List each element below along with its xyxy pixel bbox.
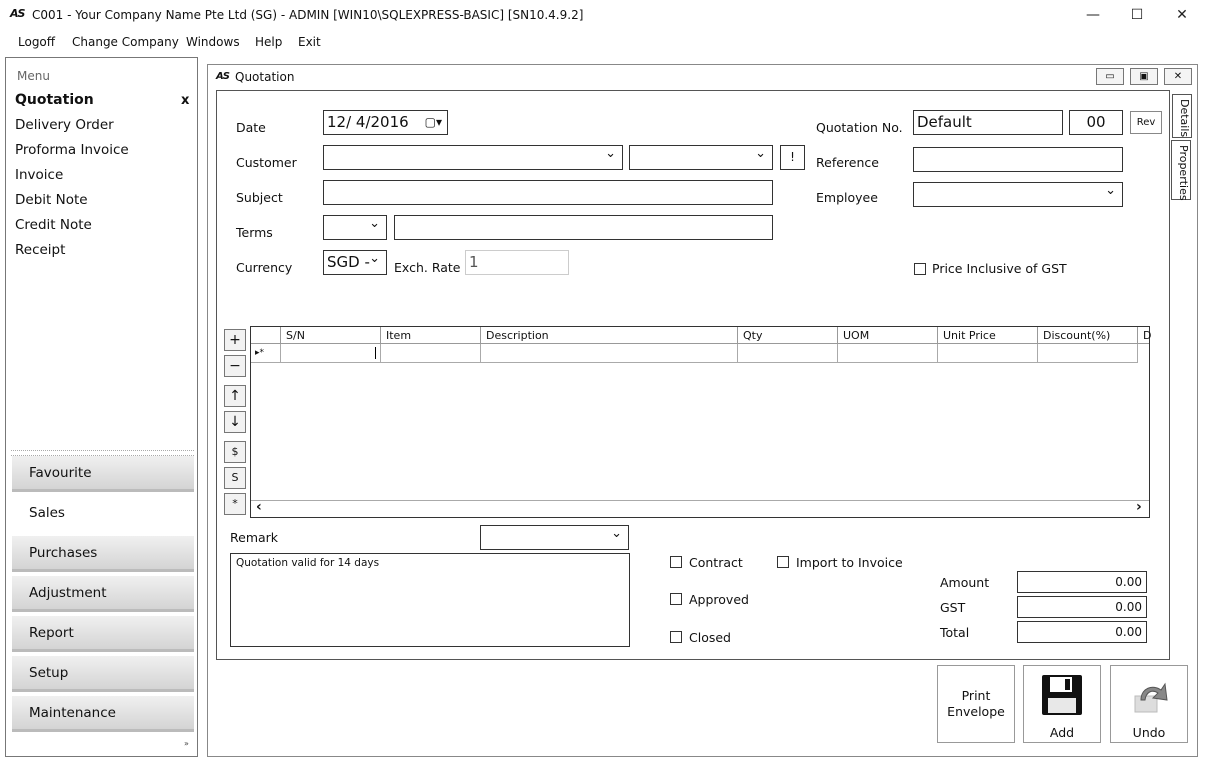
nav-item-invoice[interactable]: Invoice: [15, 167, 64, 183]
scroll-left-icon[interactable]: ‹: [256, 499, 262, 515]
amount-label: Amount: [940, 575, 990, 590]
panel-expand-icon[interactable]: »: [184, 739, 189, 748]
quotation-no-label: Quotation No.: [816, 120, 903, 135]
cell-qty[interactable]: [738, 344, 838, 363]
column-sn[interactable]: S/N: [281, 327, 381, 344]
cell-unit-price[interactable]: [938, 344, 1038, 363]
special-row-button[interactable]: *: [224, 493, 246, 515]
undo-label: Undo: [1132, 725, 1166, 740]
items-grid[interactable]: [250, 326, 1150, 518]
remark-label: Remark: [230, 530, 279, 545]
add-label: Add: [1049, 725, 1075, 740]
approved-label: Approved: [689, 592, 749, 607]
child-close-button[interactable]: ✕: [1164, 68, 1192, 85]
nav-item-receipt[interactable]: Receipt: [15, 242, 66, 258]
total-value: 0.00: [1017, 621, 1147, 643]
cell-description[interactable]: [481, 344, 738, 363]
cell-discount[interactable]: [1038, 344, 1138, 363]
customer-lookup-button[interactable]: !: [780, 145, 805, 170]
print-envelope-label-1: Print: [961, 688, 991, 703]
add-row-button[interactable]: +: [224, 329, 246, 351]
menu-exit[interactable]: Exit: [298, 35, 321, 49]
subject-label: Subject: [236, 190, 283, 205]
subject-input[interactable]: [323, 180, 773, 205]
employee-combo[interactable]: [913, 182, 1123, 207]
child-logo-icon: AS: [216, 71, 229, 82]
scroll-right-icon[interactable]: ›: [1136, 499, 1142, 515]
print-envelope-label-2: Envelope: [947, 704, 1005, 719]
app-logo-icon: AS: [10, 7, 25, 20]
remark-combo[interactable]: [480, 525, 629, 550]
rev-button[interactable]: Rev: [1130, 111, 1162, 134]
column-description[interactable]: Description: [481, 327, 738, 344]
terms-input[interactable]: [394, 215, 773, 240]
new-row-marker: ▸*: [251, 344, 281, 363]
undo-arrow-icon: [1131, 676, 1171, 716]
customer-name-combo[interactable]: [629, 145, 773, 170]
tab-properties[interactable]: Properties: [1171, 140, 1191, 200]
group-favourite[interactable]: Favourite: [12, 456, 194, 492]
column-qty[interactable]: Qty: [738, 327, 838, 344]
column-discount[interactable]: Discount(%): [1038, 327, 1138, 344]
move-up-button[interactable]: ↑: [224, 385, 246, 407]
group-setup[interactable]: Setup: [12, 656, 194, 692]
price-button[interactable]: $: [224, 441, 246, 463]
currency-value: SGD -: [327, 253, 370, 271]
text-cursor: [375, 347, 376, 359]
column-item[interactable]: Item: [381, 327, 481, 344]
reference-label: Reference: [816, 155, 879, 170]
column-d[interactable]: D: [1138, 327, 1149, 344]
remark-textarea[interactable]: Quotation valid for 14 days: [230, 553, 630, 647]
customer-label: Customer: [236, 155, 297, 170]
maximize-button[interactable]: ☐: [1130, 7, 1144, 23]
gst-value: 0.00: [1017, 596, 1147, 618]
child-window-title: Quotation: [235, 70, 295, 84]
menu-windows[interactable]: Windows: [186, 35, 240, 49]
contract-checkbox[interactable]: [670, 556, 682, 568]
close-button[interactable]: ✕: [1176, 7, 1188, 23]
employee-label: Employee: [816, 190, 878, 205]
currency-label: Currency: [236, 260, 293, 275]
closed-checkbox[interactable]: [670, 631, 682, 643]
customer-combo[interactable]: [323, 145, 623, 170]
save-disk-icon: [1041, 674, 1083, 716]
remove-row-button[interactable]: −: [224, 355, 246, 377]
contract-label: Contract: [689, 555, 743, 570]
subtotal-button[interactable]: S: [224, 467, 246, 489]
exch-rate-input[interactable]: 1: [465, 250, 569, 275]
move-down-button[interactable]: ↓: [224, 411, 246, 433]
nav-item-quotation[interactable]: Quotation: [15, 92, 94, 108]
date-label: Date: [236, 120, 266, 135]
nav-item-credit-note[interactable]: Credit Note: [15, 217, 92, 233]
amount-value: 0.00: [1017, 571, 1147, 593]
grid-row-header: [251, 327, 281, 344]
price-inclusive-gst-checkbox[interactable]: [914, 263, 926, 275]
approved-checkbox[interactable]: [670, 593, 682, 605]
print-envelope-button[interactable]: [937, 665, 1015, 743]
date-value: 12/ 4/2016: [327, 113, 409, 131]
undo-button[interactable]: [1110, 665, 1188, 743]
reference-input[interactable]: [913, 147, 1123, 172]
add-button[interactable]: [1023, 665, 1101, 743]
gst-label: GST: [940, 600, 966, 615]
cell-sn[interactable]: [281, 344, 381, 363]
nav-item-delivery-order[interactable]: Delivery Order: [15, 117, 114, 133]
menu-change-company[interactable]: Change Company: [72, 35, 179, 49]
nav-close-icon[interactable]: x: [181, 93, 190, 108]
date-picker[interactable]: [323, 110, 448, 135]
group-maintenance[interactable]: Maintenance: [12, 696, 194, 732]
nav-item-proforma-invoice[interactable]: Proforma Invoice: [15, 142, 129, 158]
group-adjustment[interactable]: Adjustment: [12, 576, 194, 612]
nav-item-debit-note[interactable]: Debit Note: [15, 192, 88, 208]
total-label: Total: [940, 625, 970, 640]
closed-label: Closed: [689, 630, 731, 645]
calendar-dropdown-icon[interactable]: ▢▾: [424, 115, 442, 129]
group-purchases[interactable]: Purchases: [12, 536, 194, 572]
child-minimize-button[interactable]: ▭: [1096, 68, 1124, 85]
column-uom[interactable]: UOM: [838, 327, 938, 344]
menu-caption: Menu: [17, 69, 50, 83]
menu-logoff[interactable]: Logoff: [18, 35, 56, 49]
minimize-button[interactable]: —: [1086, 7, 1100, 23]
window-title: C001 - Your Company Name Pte Ltd (SG) - ADMIN [WIN10\SQLEXPRESS-BASIC] [SN10.4.9.2]: [32, 8, 584, 22]
group-report[interactable]: Report: [12, 616, 194, 652]
terms-label: Terms: [236, 225, 273, 240]
quotation-no-input[interactable]: Default: [913, 110, 1063, 135]
cell-item[interactable]: [381, 344, 481, 363]
import-to-invoice-label: Import to Invoice: [796, 555, 903, 570]
cell-uom[interactable]: [838, 344, 938, 363]
revision-no-input[interactable]: 00: [1069, 110, 1123, 135]
title-bar: [0, 0, 1206, 30]
navigation-panel: [5, 57, 198, 757]
terms-combo[interactable]: [323, 215, 387, 240]
import-to-invoice-checkbox[interactable]: [777, 556, 789, 568]
tab-details[interactable]: Details: [1172, 94, 1192, 138]
quotation-window: [207, 64, 1198, 757]
child-restore-button[interactable]: ▣: [1130, 68, 1158, 85]
menu-bar: [0, 30, 1206, 54]
price-inclusive-gst-label: Price Inclusive of GST: [932, 261, 1067, 276]
currency-combo[interactable]: [323, 250, 387, 275]
horizontal-scrollbar[interactable]: [251, 500, 1149, 517]
group-sales[interactable]: Sales: [12, 496, 194, 532]
menu-help[interactable]: Help: [255, 35, 283, 49]
form-area: [216, 90, 1170, 660]
column-unit-price[interactable]: Unit Price: [938, 327, 1038, 344]
exch-rate-label: Exch. Rate: [394, 260, 461, 275]
